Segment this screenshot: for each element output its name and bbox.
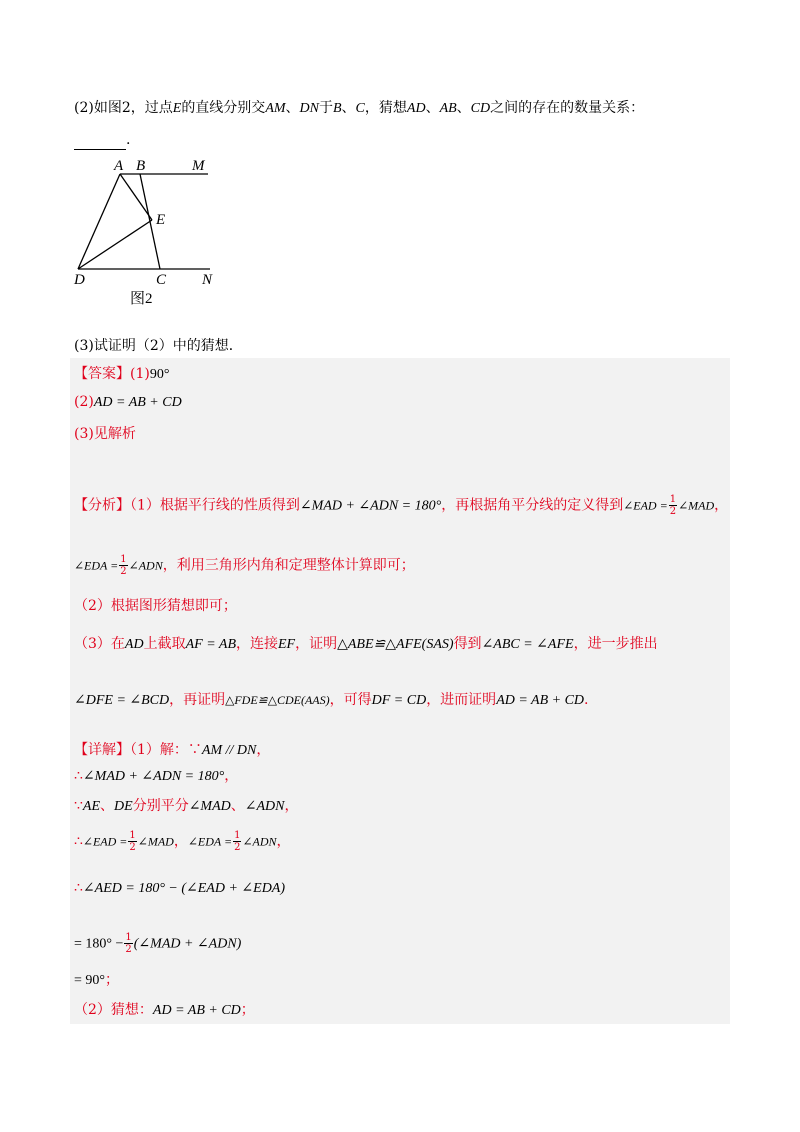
analysis-math: AD = AB + CD: [496, 693, 585, 708]
analysis-text: ，再证明: [169, 692, 226, 708]
detail-text: 、: [230, 798, 245, 814]
detail-line-3: [74, 796, 299, 817]
fraction-num: 1: [129, 830, 136, 841]
label-n: N: [202, 272, 213, 288]
blank-period: .: [126, 132, 131, 148]
q2-text: 的直线分别交: [181, 100, 266, 116]
analysis-text: .: [584, 692, 589, 708]
therefore-symbol: ∴: [74, 768, 83, 784]
therefore-symbol: ∴: [74, 833, 83, 850]
detail-text: ，: [284, 798, 299, 814]
answer-1-prefix: (1): [130, 366, 150, 382]
fraction-den: 2: [234, 842, 241, 853]
analysis-math: ∠EAD =: [623, 498, 668, 513]
label-b: B: [136, 158, 146, 174]
analysis-text: （3）在: [74, 636, 125, 652]
answer-blank: [74, 135, 126, 150]
detail-math: ∠MAD + ∠ADN = 180°: [82, 769, 225, 784]
analysis-line-3: （2）根据图形猜想即可；: [74, 598, 237, 614]
detail-math: ∠AED = 180° − (∠EAD + ∠EDA): [82, 881, 286, 896]
figure-caption: 图2: [130, 291, 153, 307]
q2-text: (2)如图2，过点: [74, 100, 173, 116]
detail-text: ；: [105, 972, 119, 988]
analysis-math: AF = AB: [185, 637, 236, 652]
detail-text: （2）猜想：: [74, 1002, 153, 1018]
fraction-half: [669, 494, 677, 517]
detail-text: ，: [173, 833, 188, 850]
fraction-half: [233, 830, 241, 853]
analysis-math: AD: [124, 637, 144, 652]
analysis-math: EF: [278, 637, 296, 652]
detail-text: ，: [224, 768, 239, 784]
detail-line-5: [74, 878, 285, 899]
detail-tag: 【详解】: [74, 742, 130, 758]
detail-math: = 90°: [74, 973, 105, 988]
analysis-math: ∠ADN: [128, 558, 163, 573]
q2-text: 于: [318, 100, 333, 116]
analysis-math: ∠MAD + ∠ADN = 180°: [299, 498, 442, 514]
label-d: D: [74, 272, 85, 288]
detail-text: ，: [256, 742, 271, 758]
detail-math: = 180° −: [74, 936, 124, 952]
answer-line-1: [74, 364, 169, 385]
because-symbol: ∵: [74, 798, 83, 814]
detail-math: ∠EDA =: [187, 834, 233, 849]
detail-math: DE: [114, 799, 133, 814]
analysis-line-4: [74, 634, 658, 655]
fraction-num: 1: [234, 830, 241, 841]
detail-math: AD = AB + CD: [152, 1003, 241, 1018]
q2-point-e: E: [172, 101, 182, 116]
analysis-math: ∠EDA =: [74, 558, 119, 573]
detail-math: ∠ADN: [242, 834, 277, 849]
answer-2-prefix: (2): [74, 394, 94, 410]
q2-text: ，猜想: [364, 100, 407, 116]
analysis-math: ∠ABC = ∠AFE: [481, 637, 574, 652]
detail-math: ∠MAD: [188, 799, 231, 814]
detail-text: ；: [240, 1002, 255, 1018]
detail-line-2: [74, 766, 238, 787]
label-m: M: [192, 158, 205, 174]
analysis-text: ，进而证明: [426, 692, 497, 708]
analysis-text: ，进一步推出: [573, 636, 658, 652]
analysis-text: ，利用三角形内角和定理整体计算即可；: [162, 557, 415, 574]
question-2-line: [74, 98, 644, 119]
detail-line-7: [74, 970, 119, 991]
analysis-text: 上截取: [143, 636, 186, 652]
analysis-line-2: [74, 554, 415, 577]
fraction-half: [124, 932, 132, 955]
q2-sep: 、: [425, 100, 440, 116]
answer-line-3: (3)见解析: [74, 426, 136, 442]
fraction-num: 1: [125, 932, 132, 943]
q2-sep: 、: [341, 100, 356, 116]
analysis-text: ，再根据角平分线的定义得到: [441, 497, 624, 514]
fraction-den: 2: [120, 566, 127, 577]
analysis-line-1: [74, 494, 728, 517]
fraction-half: [119, 554, 127, 577]
answer-1-value: 90°: [149, 367, 170, 382]
q2-seg-ab: AB: [439, 101, 457, 116]
analysis-tag: 【分析】: [74, 497, 130, 514]
analysis-math: △FDE≌△CDE(AAS): [225, 693, 330, 707]
analysis-text: ，证明: [295, 636, 338, 652]
analysis-math: ∠DFE = ∠BCD: [74, 693, 170, 708]
geometry-figure: [60, 150, 240, 310]
analysis-math: DF = CD: [371, 693, 427, 708]
detail-math: AE: [82, 799, 101, 814]
detail-line-8: [74, 1000, 255, 1021]
question-3-line: (3)试证明（2）中的猜想．: [74, 338, 243, 354]
answer-2-value: AD = AB + CD: [93, 395, 182, 410]
answer-blank-line: [74, 130, 130, 150]
detail-line-4: [74, 830, 291, 853]
detail-text: 分别平分: [132, 798, 189, 814]
detail-math: ∠EAD =: [82, 834, 128, 849]
analysis-text: ，连接: [236, 636, 278, 652]
q2-line-dn: DN: [299, 101, 319, 116]
detail-math: (∠MAD + ∠ADN): [133, 936, 242, 952]
q2-sep: 、: [285, 100, 300, 116]
label-c: C: [156, 272, 167, 288]
fraction-den: 2: [129, 842, 136, 853]
answer-line-2: [74, 392, 182, 413]
analysis-line-5: [74, 690, 589, 711]
detail-math: ∠ADN: [244, 799, 285, 814]
fraction-den: 2: [125, 944, 132, 955]
analysis-text: ，: [714, 497, 729, 514]
detail-math: AM // DN: [201, 743, 257, 758]
analysis-math: ∠MAD: [678, 498, 715, 513]
q2-line-am: AM: [265, 101, 286, 116]
q2-sep: 、: [456, 100, 471, 116]
detail-line-6: [74, 932, 241, 955]
detail-line-1: [74, 740, 270, 761]
detail-text: ，: [276, 833, 291, 850]
analysis-text: 得到: [453, 636, 482, 652]
q2-text: 之间的存在的数量关系：: [490, 100, 645, 116]
q2-point-c: C: [355, 101, 365, 116]
detail-text: 、: [100, 798, 115, 814]
answer-tag: 【答案】: [74, 366, 130, 382]
q2-point-b: B: [332, 101, 342, 116]
label-e: E: [156, 212, 166, 228]
segment-ae: [120, 174, 152, 220]
therefore-symbol: ∴: [74, 880, 83, 896]
analysis-math: △ABE≌△AFE(SAS): [337, 637, 454, 652]
analysis-text: ，可得: [329, 692, 372, 708]
q2-seg-cd: CD: [470, 101, 491, 116]
detail-text: （1）解：∵: [130, 742, 202, 758]
fraction-num: 1: [669, 494, 677, 505]
fraction-half: [128, 830, 136, 853]
q2-seg-ad: AD: [406, 101, 426, 116]
fraction-num: 1: [120, 554, 127, 565]
fraction-den: 2: [669, 506, 677, 517]
label-a: A: [114, 158, 124, 174]
analysis-text: （1）根据平行线的性质得到: [130, 497, 300, 514]
detail-math: ∠MAD: [137, 834, 174, 849]
